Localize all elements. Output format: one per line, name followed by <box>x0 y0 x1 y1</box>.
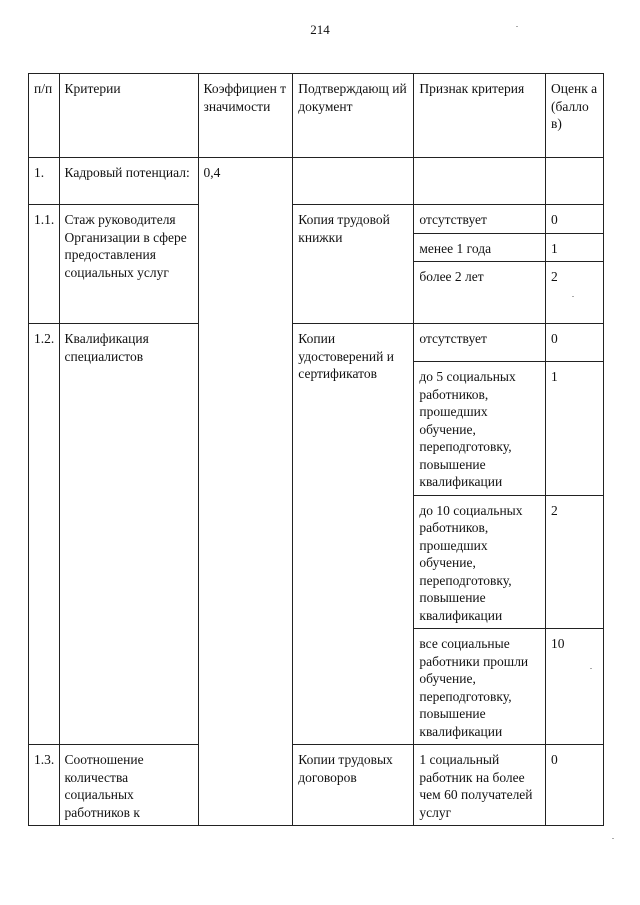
scan-speck <box>612 838 614 839</box>
row-sign: все социальные работники прошли обучение, переподготовку, повышение квалификации <box>414 629 546 745</box>
section-criteria: Кадровый потенциал: <box>59 158 198 205</box>
section-row <box>29 158 604 205</box>
row-sign: 1 социальный работник на более чем 60 получателей услуг <box>414 745 546 826</box>
scan-speck <box>590 668 592 669</box>
row-criteria: Соотношение количества социальных работников к <box>59 745 198 826</box>
row-document: Копия трудовой книжки <box>293 205 414 324</box>
row-sign: более 2 лет <box>414 262 546 324</box>
row-document: Копии удостоверений и сертификатов <box>293 324 414 745</box>
header-coefficient: Коэффициен т значимости <box>198 74 293 158</box>
section-document <box>293 158 414 205</box>
row-score: 0 <box>546 205 604 234</box>
row-score: 2 <box>546 495 604 629</box>
row-score: 10 <box>546 629 604 745</box>
header-document: Подтверждающ ий документ <box>293 74 414 158</box>
section-score <box>546 158 604 205</box>
row-criteria: Квалификация специалистов <box>59 324 198 745</box>
row-score: 1 <box>546 362 604 496</box>
section-coefficient: 0,4 <box>198 158 293 826</box>
criteria-table <box>28 73 604 826</box>
header-sign: Признак критерия <box>414 74 546 158</box>
header-criteria: Критерии <box>59 74 198 158</box>
row-criteria: Стаж руководителя Организации в сфере предоставления социальных услуг <box>59 205 198 324</box>
row-sign: до 5 социальных работников, прошедших обучение, переподготовку, повышение квалификации <box>414 362 546 496</box>
header-row <box>29 74 604 158</box>
table-row <box>29 205 604 234</box>
row-num: 1.2. <box>29 324 60 745</box>
header-num: п/п <box>29 74 60 158</box>
section-num: 1. <box>29 158 60 205</box>
scan-speck <box>572 296 574 297</box>
scan-speck <box>516 26 518 27</box>
row-document: Копии трудовых договоров <box>293 745 414 826</box>
table-row <box>29 324 604 362</box>
section-sign <box>414 158 546 205</box>
row-score: 0 <box>546 745 604 826</box>
row-score: 1 <box>546 233 604 262</box>
row-num: 1.3. <box>29 745 60 826</box>
row-sign: отсутствует <box>414 324 546 362</box>
row-sign: менее 1 года <box>414 233 546 262</box>
row-num: 1.1. <box>29 205 60 324</box>
row-sign: отсутствует <box>414 205 546 234</box>
table-row <box>29 745 604 826</box>
header-score: Оценк а (балло в) <box>546 74 604 158</box>
row-sign: до 10 социальных работников, прошедших обучение, переподготовку, повышение квалификации <box>414 495 546 629</box>
page-number: 214 <box>310 22 330 37</box>
row-score: 0 <box>546 324 604 362</box>
row-score: 2 <box>546 262 604 324</box>
